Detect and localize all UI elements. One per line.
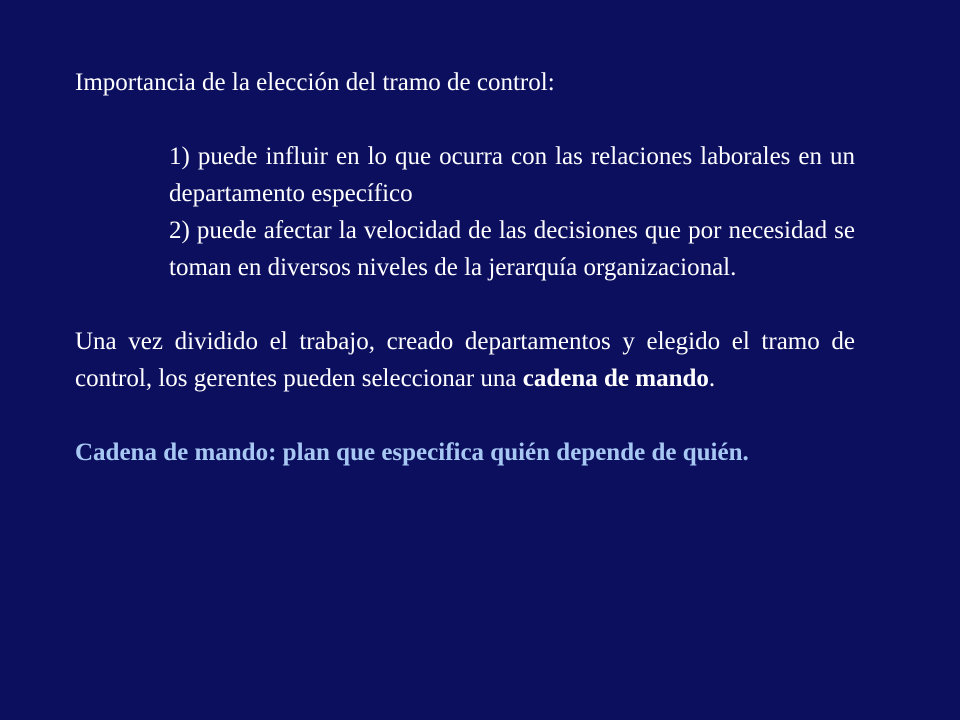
slide-heading: Importancia de la elección del tramo de control:: [75, 69, 555, 96]
body-paragraph: [75, 323, 855, 397]
paragraph-end: .: [708, 365, 716, 392]
list-item: 1) puede influir en lo que ocurra con las relaciones laborales en un departamento específico: [169, 143, 855, 207]
paragraph-text: Una vez dividido el trabajo, creado departamentos y elegido el tramo de control, los gerentes pueden seleccionar una: [75, 328, 855, 392]
emphasis-term: cadena de mando: [522, 365, 709, 392]
list-item: 2) puede afectar la velocidad de las decisiones que por necesidad se toman en diversos niveles de la jerarquía organizacional.: [169, 217, 855, 281]
points-list: [75, 138, 855, 286]
slide-content: [75, 64, 855, 471]
definition-text: Cadena de mando: plan que especifica quién depende de quién.: [75, 439, 749, 466]
